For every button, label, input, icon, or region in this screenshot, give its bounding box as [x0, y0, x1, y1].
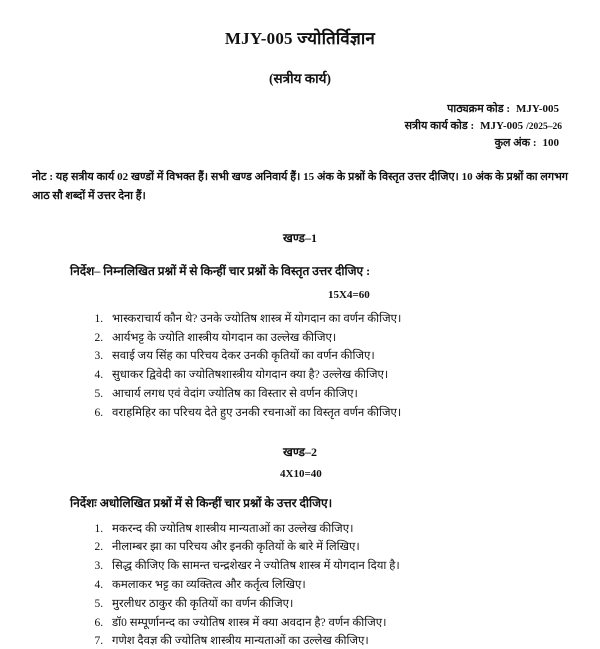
list-item: 4. सुधाकर द्विवेदी का ज्योतिषशास्त्रीय योगदान क्या है? उल्लेख कीजिए। — [106, 369, 562, 383]
section-1-heading: खण्ड–1 — [283, 230, 317, 245]
page-title: MJY-005 ज्योतिर्विज्ञान — [224, 29, 376, 48]
list-item: 7. गणेश दैवज्ञ की ज्योतिष शास्त्रीय मान्यताओं का उल्लेख कीजिए। — [106, 635, 562, 649]
page-subtitle: (सत्रीय कार्य) — [269, 71, 331, 86]
section-2-heading: खण्ड–2 — [283, 444, 317, 459]
meta-suffix-assignment-code: /2025–26 — [526, 122, 562, 133]
list-item: 1. मकरन्द की ज्योतिष शास्त्रीय मान्यताओं का उल्लेख कीजिए। — [106, 523, 562, 537]
list-item: 3. सिद्ध कीजिए कि सामन्त चन्द्रशेखर ने ज्योतिष शास्त्र में योगदान दिया है। — [106, 560, 562, 574]
section-1-marks: 15X4=60 — [328, 288, 370, 301]
meta-row-total-marks — [28, 135, 562, 152]
meta-block — [28, 101, 572, 152]
list-item: 1. भास्कराचार्य कौन थे? उनके ज्योतिष शास्त्र में योगदान का वर्णन कीजिए। — [106, 313, 562, 327]
meta-label-course-code: पाठ्यक्रम कोड : — [447, 103, 511, 115]
list-item: 2. नीलाम्बर झा का परिचय और इनकी कृतियों के बारे में लिखिए। — [106, 541, 562, 555]
list-item: 5. आचार्य लगध एवं वेदांग ज्योतिष का विस्तार से वर्णन कीजिए। — [106, 388, 562, 402]
instructions-note: नोट : यह सत्रीय कार्य 02 खण्डों में विभक्त हैं। सभी खण्ड अनिवार्य हैं। 15 अंक के प्रश्नों के विस्तृत उत्तर दीजिए। 10 अंक के प्रश्नों का लगभग आठ सौ शब्दों में उत्तर देना हैं। — [32, 171, 568, 203]
meta-label-total-marks: कुल अंक : — [494, 137, 537, 150]
section-2-instruction: निर्देशः अधोलिखित प्रश्नों में से किन्हीं चार प्रश्नों के उत्तर दीजिए। — [70, 495, 333, 510]
list-item: 6. डॉ0 सम्पूर्णानन्द का ज्योतिष शास्त्र में क्या अवदान है? वर्णन कीजिए। — [106, 617, 562, 631]
list-item: 3. सवाई जय सिंह का परिचय देकर उनकी कृतियों का वर्णन कीजिए। — [106, 350, 562, 364]
meta-value-assignment-code: MJY-005 — [480, 120, 524, 133]
section-1-instruction: निर्देश– निम्नलिखित प्रश्नों में से किन्हीं चार प्रश्नों के विस्तृत उत्तर दीजिए : — [70, 263, 371, 278]
list-item: 2. आर्यभट्ट के ज्योति शास्त्रीय योगदान का उल्लेख कीजिए। — [106, 332, 562, 346]
section-2-question-list — [28, 523, 572, 649]
meta-value-course-code: MJY-005 — [516, 103, 559, 115]
meta-value-total-marks: 100 — [542, 137, 559, 150]
list-item: 4. कमलाकर भट्ट का व्यक्तित्व और कर्तृत्व लिखिए। — [106, 579, 562, 593]
list-item: 5. मुरलीधर ठाकुर की कृतियों का वर्णन कीजिए। — [106, 598, 562, 612]
meta-row-course-code — [28, 101, 562, 118]
section-1-question-list — [28, 313, 572, 421]
section-2-marks: 4X10=40 — [280, 467, 322, 480]
meta-row-assignment-code — [28, 118, 562, 135]
list-item: 6. वराहमिहिर का परिचय देते हुए उनकी रचनाओं का विस्तृत वर्णन कीजिए। — [106, 407, 562, 421]
meta-label-assignment-code: सत्रीय कार्य कोड : — [404, 120, 475, 133]
